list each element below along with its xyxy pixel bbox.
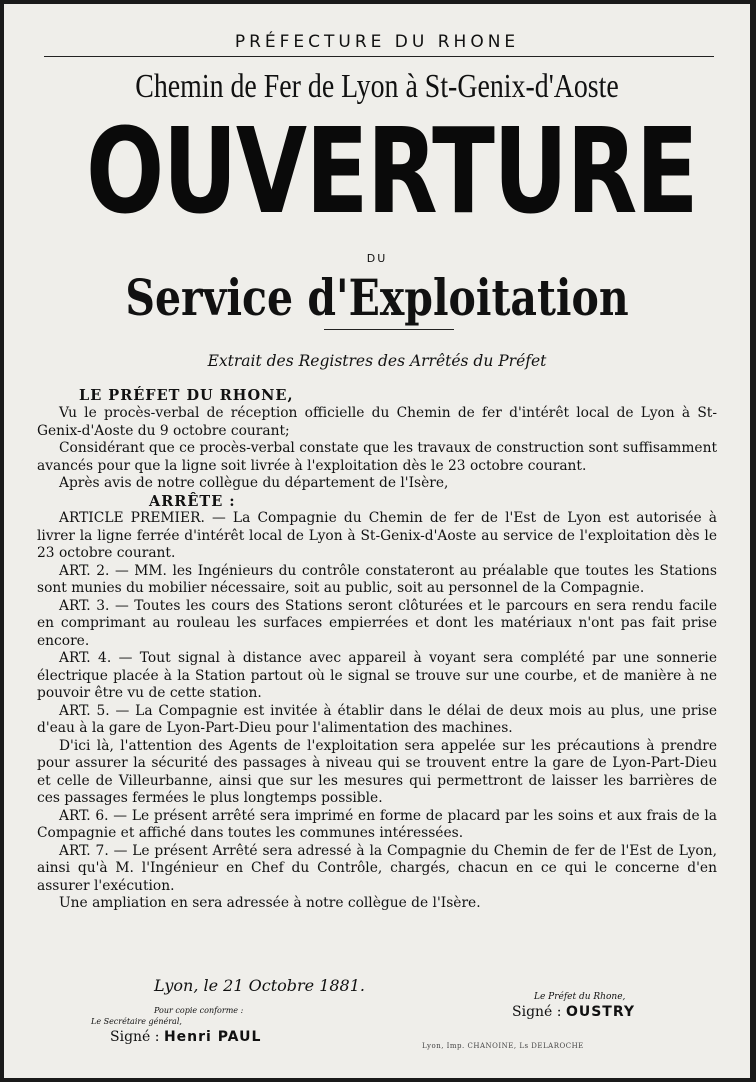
signe-label: Signé :: [110, 1029, 160, 1045]
signature-prefet: [512, 1004, 635, 1020]
signature-secretaire: [110, 1029, 261, 1045]
article-paragraph: ARTICLE PREMIER. — La Compagnie du Chemin de fer de l'Est de Lyon est autorisée à livrer la ligne ferrée d'intérêt local de Lyon à St-Genix-d'Aoste au service de l'exploitation dès le 23 octobre courant.: [37, 510, 717, 561]
headline-du: DU: [366, 252, 388, 265]
pour-copie-label: Pour copie conforme :: [154, 1006, 244, 1015]
prefet-rhone-label: Le Préfet du Rhone,: [534, 992, 626, 1002]
service-title: Service d'Exploitation: [125, 268, 629, 327]
signature-name: Henri PAUL: [163, 1029, 262, 1045]
service-underline: [324, 329, 454, 330]
signe-label: Signé :: [512, 1004, 562, 1020]
headline-ouverture: OUVERTURE: [86, 102, 698, 240]
preamble-paragraph: Considérant que ce procès-verbal constate que les travaux de construction sont suffisamment avancés pour que la ligne soit livrée à l'exploitation dès le 23 octobre courant.: [37, 440, 717, 474]
poster-sheet: [4, 4, 750, 1078]
preamble-paragraph: Après avis de notre collègue du département de l'Isère,: [59, 475, 449, 491]
prefet-heading: LE PRÉFET DU RHONE,: [79, 387, 294, 404]
preamble-paragraph: Vu le procès-verbal de réception officielle du Chemin de fer d'intérêt local de Lyon à St-Genix-d'Aoste du 9 octobre courant;: [37, 405, 717, 439]
article-paragraph: D'ici là, l'attention des Agents de l'exploitation sera appelée sur les précautions à prendre pour assurer la sécurité des passages à niveau qui se trouvent entre la gare de Lyon-Part-Dieu et celle de Villeurbanne, ainsi que sur les mesures qui permettront de laisser les barrières de ces passages fermées le plus longtemps possible.: [37, 737, 717, 806]
railway-line-title: Chemin de Fer de Lyon à St-Genix-d'Aoste: [135, 68, 619, 105]
extrait-subtitle: Extrait des Registres des Arrêtés du Préfet: [207, 352, 547, 370]
header-rule: [44, 56, 714, 57]
decree-body: [37, 405, 717, 913]
arrete-heading: ARRÊTE :: [149, 492, 236, 510]
decree-date: Lyon, le 21 Octobre 1881.: [154, 976, 365, 995]
prefecture-heading: PRÉFECTURE DU RHONE: [234, 32, 520, 52]
article-paragraph: ART. 6. — Le présent arrêté sera imprimé en forme de placard par les soins et aux frais de la Compagnie et affiché dans toutes les communes intéressées.: [37, 807, 717, 841]
article-paragraph: ART. 5. — La Compagnie est invitée à établir dans le délai de deux mois au plus, une prise d'eau à la gare de Lyon-Part-Dieu pour l'alimentation des machines.: [37, 702, 717, 736]
article-paragraph: ART. 3. — Toutes les cours des Stations seront clôturées et le parcours en sera rendu facile en comprimant au rouleau les surfaces empierrées et dont les matériaux n'ont pas fait prise encore.: [37, 597, 717, 649]
article-paragraph: ART. 2. — MM. les Ingénieurs du contrôle constateront au préalable que toutes les Stations sont munies du mobilier nécessaire, soit au public, soit au personnel de la Compagnie.: [37, 562, 717, 596]
article-paragraph: ART. 7. — Le présent Arrêté sera adressé à la Compagnie du Chemin de fer de l'Est de Lyon, ainsi qu'à M. l'Ingénieur en Chef du Contrôle, chargés, chacun en ce qui le concerne d'en assurer l'exécution.: [37, 842, 717, 894]
article-paragraph: Une ampliation en sera adressée à notre collègue de l'Isère.: [59, 895, 481, 911]
signature-name: OUSTRY: [565, 1004, 636, 1020]
printer-imprint: Lyon, Imp. CHANOINE, Ls DELAROCHE: [422, 1042, 584, 1050]
secretaire-label: Le Secrétaire général,: [91, 1017, 182, 1026]
article-paragraph: ART. 4. — Tout signal à distance avec appareil à voyant sera complété par une sonnerie électrique placée à la Station partout où le signal se trouve sur une courbe, et de manière à ne pouvoir être vu de cette station.: [37, 650, 717, 701]
